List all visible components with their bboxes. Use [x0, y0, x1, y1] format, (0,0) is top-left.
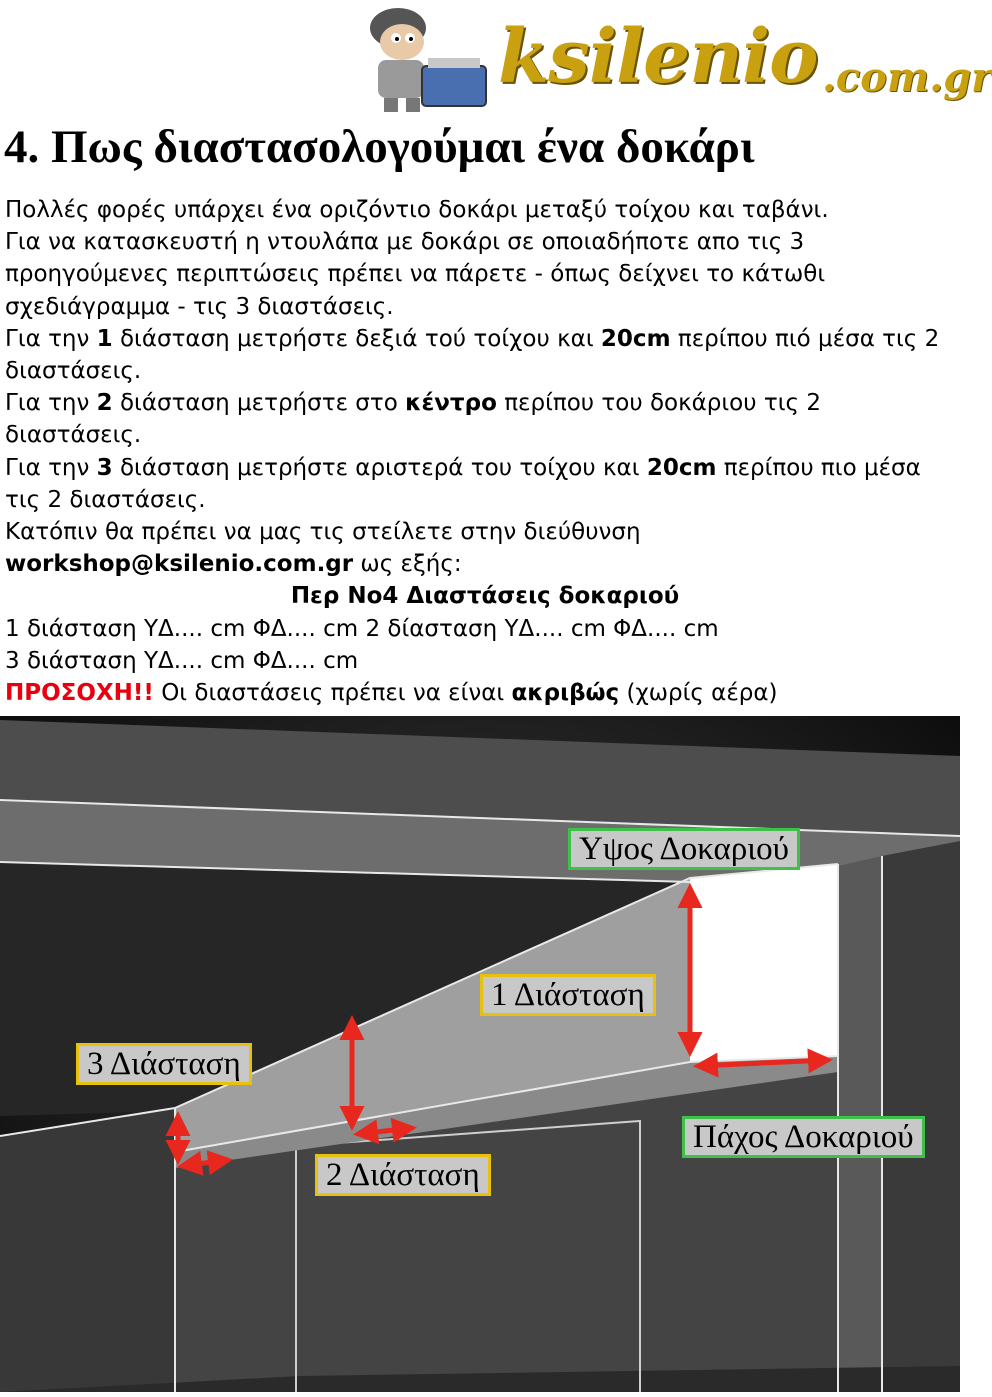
form-line-1: 1 διάσταση ΥΔ.... cm ΦΔ.... cm 2 δίασταση ΥΔ.... cm ΦΔ.... cm	[5, 615, 719, 642]
send-instruction: Κατόπιν θα πρέπει να μας τις στείλετε στην διεύθυνση	[5, 519, 641, 546]
label-beam-height: Υψος Δοκαριού	[568, 828, 800, 870]
site-logo	[358, 2, 992, 118]
warning-label: ΠΡΟΣΟΧΗ!!	[5, 680, 154, 707]
mascot-icon	[358, 2, 498, 118]
page-title: 4. Πως διαστασολογούμαι ένα δοκάρι	[4, 121, 755, 173]
label-dimension-1: 1 Διάσταση	[480, 974, 656, 1016]
paragraph-line: τις 2 διαστάσεις.	[5, 486, 206, 513]
logo-text: ksilenio	[498, 14, 818, 100]
beam-cross-section	[690, 864, 838, 1062]
paragraph-line: Για να κατασκευστή η ντουλάπα με δοκάρι σε οποιαδήποτε απο τις 3	[5, 229, 805, 256]
email-line: workshop@ksilenio.com.gr ως εξής:	[5, 551, 462, 578]
paragraph-line: διαστάσεις.	[5, 358, 142, 385]
beam-diagram	[0, 716, 960, 1392]
dimension-3-instruction: Για την 3 διάσταση μετρήστε αριστερά του τοίχου και 20cm περίπου πιο μέσα	[5, 454, 921, 481]
email-link[interactable]: workshop@ksilenio.com.gr	[5, 551, 354, 578]
form-line-2: 3 διάσταση ΥΔ.... cm ΦΔ.... cm	[5, 647, 359, 674]
instructions-text	[5, 194, 957, 709]
paragraph-line: διαστάσεις.	[5, 422, 142, 449]
label-dimension-2: 2 Διάσταση	[315, 1154, 491, 1196]
email-subject: Περ Νο4 Διαστάσεις δοκαριού	[290, 583, 680, 610]
dimension-2-instruction: Για την 2 διάσταση μετρήστε στο κέντρο περίπου του δοκάριου τις 2	[5, 390, 821, 417]
paragraph-line: σχεδιάγραμμα - τις 3 διαστάσεις.	[5, 293, 394, 320]
label-dimension-3: 3 Διάσταση	[76, 1043, 252, 1085]
paragraph-intro: Πολλές φορές υπάρχει ένα οριζόντιο δοκάρι μεταξύ τοίχου και ταβάνι.	[5, 197, 829, 223]
label-beam-thickness: Πάχος Δοκαριού	[682, 1116, 925, 1158]
paragraph-line: προηγούμενες περιπτώσεις πρέπει να πάρετε - όπως δείχνει το κάτωθι	[5, 261, 826, 288]
warning-line: ΠΡΟΣΟΧΗ!! Οι διαστάσεις πρέπει να είναι ακριβώς (χωρίς αέρα)	[5, 680, 778, 707]
logo-domain-suffix: .com.gr	[822, 54, 992, 101]
dimension-1-instruction: Για την 1 διάσταση μετρήστε δεξιά τού τοίχου και 20cm περίπου πιό μέσα τις 2	[5, 325, 940, 352]
